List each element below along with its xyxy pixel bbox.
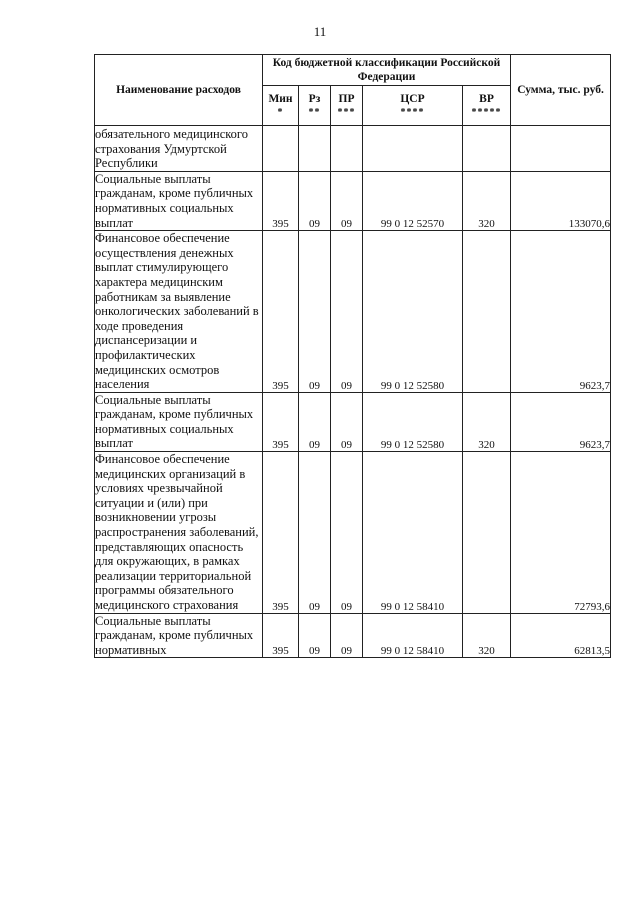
header-pr <box>331 86 363 126</box>
row-min: 395 <box>263 231 299 393</box>
row-sum: 133070,6 <box>511 171 611 230</box>
row-min: 395 <box>263 613 299 658</box>
row-csr: 99 0 12 52580 <box>363 231 463 393</box>
table-row <box>95 452 611 614</box>
budget-table <box>94 54 611 658</box>
header-vr-stars: ***** <box>471 106 502 118</box>
row-vr: 320 <box>463 171 511 230</box>
header-csr-stars: **** <box>400 106 425 118</box>
header-min-label: Мин <box>268 92 293 105</box>
row-pr: 09 <box>331 392 363 451</box>
row-name: Социальные выплаты гражданам, кроме публичных нормативных социальных выплат <box>95 171 263 230</box>
row-pr: 09 <box>331 613 363 658</box>
row-name: Социальные выплаты гражданам, кроме публичных нормативных социальных выплат <box>95 392 263 451</box>
row-rz <box>299 126 331 172</box>
row-min <box>263 126 299 172</box>
row-vr: 320 <box>463 613 511 658</box>
row-vr <box>463 452 511 614</box>
row-csr: 99 0 12 58410 <box>363 613 463 658</box>
row-sum: 9623,7 <box>511 392 611 451</box>
row-name: обязательного медицинского страхования Удмуртской Республики <box>95 126 263 172</box>
row-pr: 09 <box>331 231 363 393</box>
row-sum: 62813,5 <box>511 613 611 658</box>
header-vr-label: ВР <box>479 92 494 105</box>
header-rz <box>299 86 331 126</box>
row-pr: 09 <box>331 452 363 614</box>
header-rz-label: Рз <box>308 92 321 105</box>
table-row <box>95 231 611 393</box>
page-number: 11 <box>313 24 327 39</box>
table-header <box>95 55 611 126</box>
header-sum: Сумма, тыс. руб. <box>511 55 611 126</box>
row-min: 395 <box>263 392 299 451</box>
header-min <box>263 86 299 126</box>
row-sum: 9623,7 <box>511 231 611 393</box>
header-min-stars: * <box>277 106 284 118</box>
header-code-group: Код бюджетной классификации Российской Федерации <box>263 55 511 86</box>
row-csr: 99 0 12 52580 <box>363 392 463 451</box>
row-min: 395 <box>263 452 299 614</box>
row-name: Социальные выплаты гражданам, кроме публичных нормативных <box>95 613 263 658</box>
row-rz: 09 <box>299 452 331 614</box>
row-rz: 09 <box>299 392 331 451</box>
row-name: Финансовое обеспечение медицинских организаций в условиях чрезвычайной ситуации и (или) при возникновении угрозы распространения заболеваний, представляющих опасность для окружающих, в рамках реализации территориальной программы обязательного медицинского страхования <box>95 452 263 614</box>
row-vr <box>463 126 511 172</box>
table-row <box>95 613 611 658</box>
row-rz: 09 <box>299 613 331 658</box>
row-csr: 99 0 12 58410 <box>363 452 463 614</box>
row-vr <box>463 231 511 393</box>
table-row <box>95 392 611 451</box>
row-pr <box>331 126 363 172</box>
row-csr: 99 0 12 52570 <box>363 171 463 230</box>
table-row <box>95 126 611 172</box>
row-rz: 09 <box>299 231 331 393</box>
table-row <box>95 171 611 230</box>
header-pr-label: ПР <box>338 92 355 105</box>
row-vr: 320 <box>463 392 511 451</box>
row-rz: 09 <box>299 171 331 230</box>
row-csr <box>363 126 463 172</box>
header-vr <box>463 86 511 126</box>
row-name: Финансовое обеспечение осуществления денежных выплат стимулирующего характера медицинским работникам за выявление онкологических заболеваний в ходе проведения диспансеризации и профилактических медицинских осмотров населения <box>95 231 263 393</box>
header-pr-stars: *** <box>337 106 356 118</box>
header-rz-stars: ** <box>308 106 321 118</box>
row-min: 395 <box>263 171 299 230</box>
row-sum <box>511 126 611 172</box>
row-sum: 72793,6 <box>511 452 611 614</box>
header-name: Наименование расходов <box>95 55 263 126</box>
header-csr <box>363 86 463 126</box>
header-csr-label: ЦСР <box>400 92 425 105</box>
row-pr: 09 <box>331 171 363 230</box>
